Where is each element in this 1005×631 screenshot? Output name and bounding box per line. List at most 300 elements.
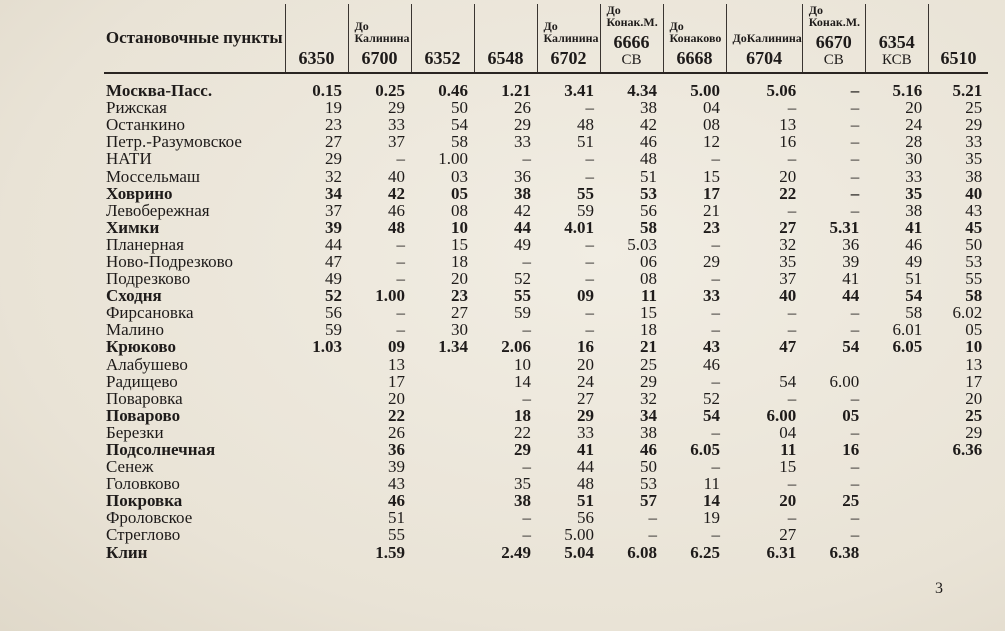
departure-time: 17: [703, 183, 720, 203]
departure-time: 3.41: [564, 81, 594, 101]
station-name: Поваровка: [106, 388, 183, 408]
departure-time: 56: [640, 200, 657, 220]
departure-time: 41: [842, 269, 860, 289]
departure-time: 37: [325, 200, 342, 220]
departure-time: 15: [451, 234, 468, 254]
departure-time: 38: [514, 491, 531, 511]
departure-time: 38: [905, 200, 923, 220]
station-name: Алабушево: [106, 354, 188, 374]
departure-time: 29: [703, 251, 720, 271]
departure-time: 50: [640, 457, 657, 477]
departure-time: 11: [780, 440, 797, 460]
page-number: 3: [935, 580, 943, 597]
departure-time: 32: [325, 166, 342, 186]
departure-time: 27: [779, 217, 797, 237]
departure-time: 36: [842, 234, 860, 254]
departure-time: 27: [325, 132, 342, 152]
departure-time: [726, 356, 802, 373]
departure-time: 0.15: [312, 81, 342, 101]
departure-time: 33: [514, 132, 531, 152]
departure-time: [928, 509, 988, 526]
table-row: [104, 167, 988, 184]
departure-time: 48: [577, 115, 594, 135]
departure-time: –: [396, 320, 405, 340]
departure-time: –: [850, 115, 860, 135]
departure-time: 14: [703, 491, 720, 511]
departure-time: 45: [965, 217, 983, 237]
table-row: [104, 116, 988, 133]
departure-time: [411, 441, 474, 458]
departure-time: [411, 390, 474, 407]
departure-time: 57: [640, 491, 657, 511]
departure-time: –: [711, 320, 720, 340]
station-name: Моссельмаш: [106, 166, 200, 186]
departure-time: 33: [388, 115, 405, 135]
departure-time: [865, 475, 928, 492]
departure-time: 50: [965, 234, 983, 254]
departure-time: –: [522, 251, 531, 271]
departure-time: 1.00: [375, 286, 405, 306]
departure-time: 48: [388, 217, 405, 237]
departure-time: 36: [514, 166, 531, 186]
departure-time: 22: [514, 422, 531, 442]
departure-time: 52: [325, 286, 342, 306]
departure-time: 5.06: [766, 81, 797, 101]
departure-time: 03: [451, 166, 468, 186]
station-name: Рижская: [106, 98, 167, 118]
departure-time: –: [522, 508, 531, 528]
departure-time: 35: [779, 251, 797, 271]
departure-time: 20: [965, 388, 983, 408]
departure-time: 6.05: [892, 337, 923, 357]
departure-time: 19: [703, 508, 720, 528]
departure-time: 17: [965, 371, 983, 391]
station-name: Химки: [106, 217, 160, 237]
departure-time: 25: [842, 491, 860, 511]
departure-time: –: [396, 234, 405, 254]
departure-time: –: [850, 388, 860, 408]
departure-time: 1.59: [375, 542, 405, 562]
departure-time: 58: [965, 286, 983, 306]
departure-time: 44: [325, 234, 342, 254]
departure-time: 1.00: [438, 149, 468, 169]
departure-time: 42: [514, 200, 531, 220]
train-header: 6350: [285, 4, 348, 73]
departure-time: 55: [388, 525, 405, 545]
departure-time: 35: [514, 474, 531, 494]
table-row: [104, 441, 988, 458]
departure-time: 44: [842, 286, 860, 306]
station-name: Клин: [106, 542, 148, 562]
table-row: [104, 150, 988, 167]
departure-time: [865, 526, 928, 543]
station-name: Планерная: [106, 234, 184, 254]
departure-time: –: [522, 457, 531, 477]
departure-time: 6.25: [690, 542, 720, 562]
departure-time: 1.03: [312, 337, 342, 357]
departure-time: [928, 458, 988, 475]
departure-time: 46: [640, 132, 657, 152]
departure-time: 10: [965, 337, 983, 357]
departure-time: 05: [842, 405, 860, 425]
departure-time: 54: [451, 115, 468, 135]
departure-time: 27: [779, 525, 797, 545]
train-header: До Конак.М. 6670 СВ: [802, 4, 865, 73]
departure-time: 15: [640, 303, 657, 323]
table-row: [104, 236, 988, 253]
departure-time: 44: [514, 217, 531, 237]
departure-time: 29: [514, 115, 531, 135]
departure-time: –: [585, 320, 594, 340]
departure-time: 51: [905, 269, 923, 289]
departure-time: 46: [703, 354, 720, 374]
station-name: Радищево: [106, 371, 178, 391]
departure-time: 53: [965, 251, 983, 271]
departure-time: 5.00: [564, 525, 594, 545]
table-row: [104, 304, 988, 321]
departure-time: –: [711, 422, 720, 442]
train-header: До Конак.М. 6666 СВ: [600, 4, 663, 73]
departure-time: –: [787, 149, 797, 169]
departure-time: 5.31: [829, 217, 860, 237]
departure-time: [285, 356, 348, 373]
departure-time: –: [850, 320, 860, 340]
departure-time: 43: [388, 474, 405, 494]
departure-time: –: [711, 371, 720, 391]
departure-time: 51: [640, 166, 657, 186]
departure-time: [285, 492, 348, 509]
departure-time: 10: [514, 354, 531, 374]
departure-time: [285, 509, 348, 526]
table-row: [104, 373, 988, 390]
departure-time: 43: [703, 337, 720, 357]
departure-time: 44: [577, 457, 594, 477]
departure-time: 6.08: [627, 542, 657, 562]
departure-time: 26: [514, 98, 531, 118]
departure-time: 17: [388, 371, 405, 391]
table-row: [104, 424, 988, 441]
departure-time: 27: [451, 303, 468, 323]
departure-time: –: [711, 234, 720, 254]
table-row: [104, 185, 988, 202]
departure-time: [411, 356, 474, 373]
departure-time: 11: [703, 474, 720, 494]
departure-time: [285, 373, 348, 390]
departure-time: [928, 544, 988, 561]
departure-time: [802, 356, 865, 373]
departure-time: 19: [325, 98, 342, 118]
station-name: Москва-Пасс.: [106, 81, 213, 101]
departure-time: 09: [388, 337, 405, 357]
departure-time: [865, 509, 928, 526]
departure-time: 24: [905, 115, 923, 135]
departure-time: 51: [577, 132, 594, 152]
departure-time: 6.31: [766, 542, 797, 562]
departure-time: –: [787, 388, 797, 408]
departure-time: –: [850, 422, 860, 442]
departure-time: 37: [779, 269, 797, 289]
departure-time: 23: [325, 115, 342, 135]
station-name: Головково: [106, 474, 180, 494]
departure-time: [411, 424, 474, 441]
departure-time: 26: [388, 422, 405, 442]
departure-time: 49: [514, 234, 531, 254]
departure-time: 30: [905, 149, 923, 169]
departure-time: 48: [640, 149, 657, 169]
departure-time: –: [585, 149, 594, 169]
table-row: [104, 475, 988, 492]
departure-time: –: [850, 508, 860, 528]
departure-time: [411, 544, 474, 561]
departure-time: [285, 441, 348, 458]
departure-time: 6.00: [829, 371, 860, 391]
departure-time: 05: [451, 183, 468, 203]
departure-time: [285, 407, 348, 424]
departure-time: –: [850, 525, 860, 545]
departure-time: –: [711, 303, 720, 323]
departure-time: 29: [514, 440, 531, 460]
departure-time: 18: [451, 251, 468, 271]
departure-time: 1.21: [501, 81, 531, 101]
departure-time: 59: [325, 320, 342, 340]
departure-time: –: [585, 98, 594, 118]
table-row: [104, 526, 988, 543]
departure-time: –: [711, 149, 720, 169]
departure-time: 33: [965, 132, 983, 152]
departure-time: 33: [703, 286, 720, 306]
departure-time: [411, 509, 474, 526]
departure-time: –: [711, 525, 720, 545]
departure-time: 58: [451, 132, 468, 152]
departure-time: 14: [514, 371, 531, 391]
departure-time: 50: [451, 98, 468, 118]
departure-time: 29: [325, 149, 342, 169]
departure-time: –: [648, 508, 657, 528]
departure-time: 10: [451, 217, 468, 237]
departure-time: 56: [577, 508, 594, 528]
table-row: [104, 544, 988, 561]
departure-time: –: [850, 166, 860, 186]
departure-time: 54: [779, 371, 797, 391]
departure-time: –: [585, 166, 594, 186]
departure-time: [865, 458, 928, 475]
departure-time: 29: [965, 422, 983, 442]
station-name: НАТИ: [106, 149, 152, 169]
departure-time: –: [396, 149, 405, 169]
timetable-body: [104, 73, 988, 561]
departure-time: –: [711, 269, 720, 289]
table-row: [104, 287, 988, 304]
departure-time: 48: [577, 474, 594, 494]
departure-time: 24: [577, 371, 594, 391]
station-name: Фроловское: [106, 508, 193, 528]
departure-time: 6.36: [952, 440, 983, 460]
departure-time: 2.49: [501, 542, 531, 562]
departure-time: 55: [514, 286, 531, 306]
departure-time: 6.05: [690, 440, 720, 460]
departure-time: 13: [965, 354, 983, 374]
departure-time: [285, 424, 348, 441]
departure-time: 6.01: [892, 320, 923, 340]
station-name: Останкино: [106, 115, 186, 135]
departure-time: 0.46: [438, 81, 468, 101]
header-row: [104, 4, 988, 73]
departure-time: –: [522, 525, 531, 545]
departure-time: 55: [965, 269, 983, 289]
departure-time: 16: [842, 440, 860, 460]
departure-time: 52: [703, 388, 720, 408]
train-header: 6354 КСВ: [865, 4, 928, 73]
departure-time: [411, 373, 474, 390]
departure-time: 18: [640, 320, 657, 340]
departure-time: –: [396, 251, 405, 271]
departure-time: 42: [388, 183, 405, 203]
departure-time: –: [850, 132, 860, 152]
departure-time: [865, 441, 928, 458]
departure-time: [285, 458, 348, 475]
departure-time: 40: [388, 166, 405, 186]
departure-time: 04: [703, 98, 720, 118]
departure-time: 58: [905, 303, 923, 323]
departure-time: 20: [779, 166, 797, 186]
departure-time: –: [522, 388, 531, 408]
train-header: ДоКалинина 6704: [726, 4, 802, 73]
departure-time: 51: [577, 491, 594, 511]
departure-time: [865, 356, 928, 373]
departure-time: –: [850, 149, 860, 169]
departure-time: 29: [388, 98, 405, 118]
departure-time: 15: [779, 457, 797, 477]
departure-time: –: [787, 98, 797, 118]
departure-time: 20: [779, 491, 797, 511]
departure-time: 08: [703, 115, 720, 135]
departure-time: 5.03: [627, 234, 657, 254]
departure-time: 58: [640, 217, 657, 237]
departure-time: 5.21: [952, 81, 983, 101]
departure-time: 40: [965, 183, 983, 203]
departure-time: 20: [905, 98, 923, 118]
departure-time: 5.00: [690, 81, 720, 101]
departure-time: 4.34: [627, 81, 657, 101]
departure-time: 46: [640, 440, 657, 460]
departure-time: –: [787, 320, 797, 340]
stations-column-header: Остановочные пункты: [104, 4, 285, 73]
station-name: Березки: [106, 422, 164, 442]
departure-time: 51: [388, 508, 405, 528]
departure-time: –: [787, 200, 797, 220]
departure-time: [865, 424, 928, 441]
departure-time: 08: [451, 200, 468, 220]
departure-time: 38: [514, 183, 531, 203]
station-name: Поварово: [106, 405, 181, 425]
departure-time: 38: [640, 98, 657, 118]
departure-time: 29: [577, 405, 594, 425]
departure-time: 21: [703, 200, 720, 220]
table-row: [104, 202, 988, 219]
table-row: [104, 338, 988, 355]
departure-time: [928, 492, 988, 509]
departure-time: [411, 458, 474, 475]
departure-time: 23: [451, 286, 468, 306]
departure-time: [865, 407, 928, 424]
departure-time: 47: [325, 251, 342, 271]
departure-time: 20: [577, 354, 594, 374]
departure-time: 06: [640, 251, 657, 271]
departure-time: 25: [640, 354, 657, 374]
departure-time: 38: [640, 422, 657, 442]
station-name: Ново-Подрезково: [106, 251, 234, 271]
departure-time: 1.34: [438, 337, 468, 357]
departure-time: 39: [325, 217, 342, 237]
departure-time: [285, 544, 348, 561]
station-name: Сходня: [106, 286, 162, 306]
departure-time: 5.16: [892, 81, 923, 101]
departure-time: 59: [514, 303, 531, 323]
departure-time: 25: [965, 405, 983, 425]
departure-time: 29: [640, 371, 657, 391]
departure-time: –: [850, 98, 860, 118]
departure-time: [411, 526, 474, 543]
departure-time: 16: [779, 132, 797, 152]
table-row: [104, 390, 988, 407]
departure-time: 55: [577, 183, 594, 203]
departure-time: 54: [842, 337, 860, 357]
departure-time: 09: [577, 286, 594, 306]
departure-time: 46: [905, 234, 923, 254]
departure-time: 18: [514, 405, 531, 425]
departure-time: –: [850, 457, 860, 477]
timetable: [104, 4, 988, 561]
departure-time: –: [850, 474, 860, 494]
departure-time: 41: [577, 440, 594, 460]
station-name: Покровка: [106, 491, 183, 511]
departure-time: 40: [779, 286, 797, 306]
departure-time: 20: [388, 388, 405, 408]
departure-time: 54: [703, 405, 720, 425]
departure-time: 49: [905, 251, 923, 271]
station-name: Крюково: [106, 337, 176, 357]
departure-time: 23: [703, 217, 720, 237]
departure-time: 13: [388, 354, 405, 374]
departure-time: 41: [905, 217, 923, 237]
departure-time: 6.38: [829, 542, 860, 562]
departure-time: [865, 373, 928, 390]
station-name: Ховрино: [106, 183, 173, 203]
departure-time: [411, 475, 474, 492]
departure-time: [285, 475, 348, 492]
departure-time: 16: [577, 337, 594, 357]
departure-time: –: [585, 303, 594, 323]
departure-time: –: [522, 149, 531, 169]
departure-time: 12: [703, 132, 720, 152]
departure-time: 22: [388, 405, 405, 425]
table-row: [104, 321, 988, 338]
table-row: [104, 219, 988, 236]
departure-time: –: [850, 81, 860, 101]
departure-time: 13: [779, 115, 797, 135]
departure-time: [411, 492, 474, 509]
departure-time: 32: [779, 234, 797, 254]
departure-time: –: [585, 269, 594, 289]
departure-time: 6.02: [952, 303, 983, 323]
departure-time: –: [850, 183, 860, 203]
train-header: До Калинина 6702: [537, 4, 600, 73]
table-row: [104, 270, 988, 287]
departure-time: 37: [388, 132, 405, 152]
table-row: [104, 356, 988, 373]
departure-time: 54: [905, 286, 923, 306]
departure-time: 33: [905, 166, 923, 186]
